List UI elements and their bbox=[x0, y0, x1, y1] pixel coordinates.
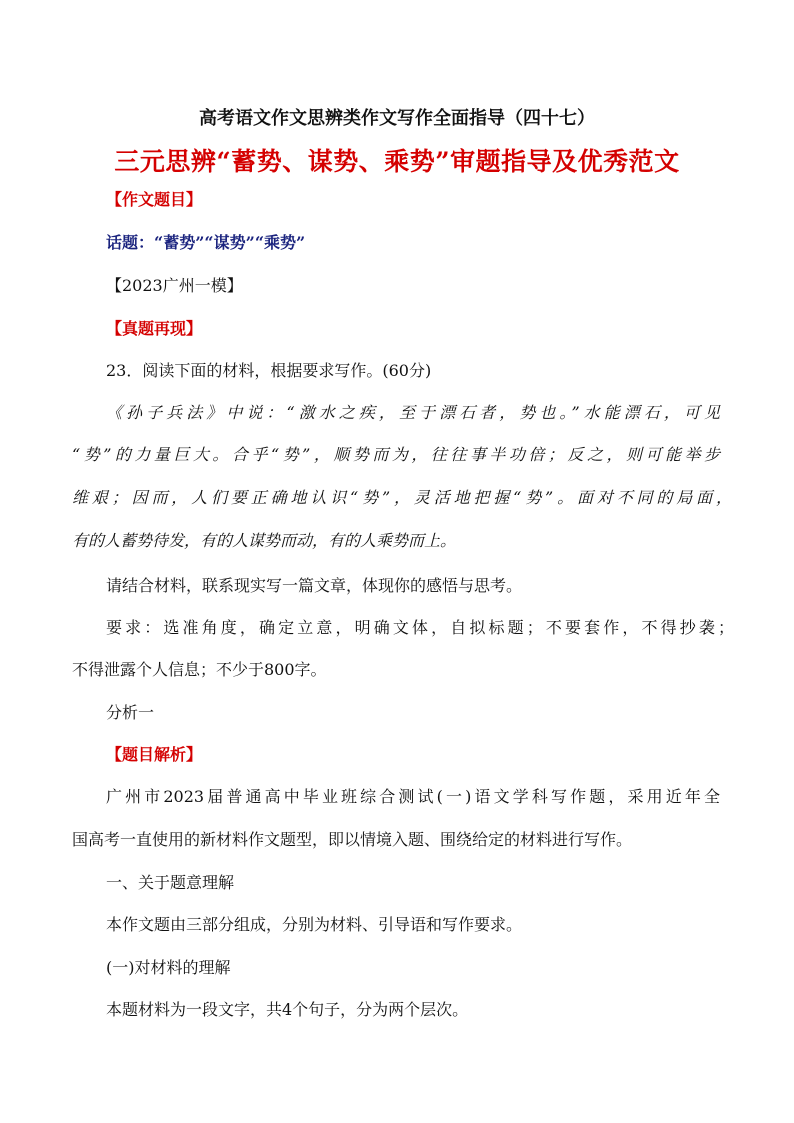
sub-one-heading: (一)对材料的理解 bbox=[106, 958, 231, 977]
analysis-heading: 【题目解析】 bbox=[106, 745, 203, 764]
question-intro: 23．阅读下面的材料，根据要求写作。(60分) bbox=[106, 361, 432, 380]
topic-line: 话题：“蓄势”“谋势”“乘势” bbox=[106, 233, 306, 252]
material-line-4: 有的人蓄势待发，有的人谋势而动，有的人乘势而上。 bbox=[72, 531, 457, 550]
analysis-label: 分析一 bbox=[106, 703, 155, 722]
analysis-para-line-2: 国高考一直使用的新材料作文题型，即以情境入题、围绕给定的材料进行写作。 bbox=[72, 830, 633, 849]
sub-one-text: 本题材料为一段文字，共4个句子，分为两个层次。 bbox=[106, 1000, 469, 1019]
analysis-para-line-1: 广州市2023届普通高中毕业班综合测试(一)语文学科写作题，采用近年全 bbox=[106, 787, 720, 806]
requirements-line-1: 要求：选准角度，确定立意，明确文体，自拟标题；不要套作，不得抄袭； bbox=[106, 618, 734, 637]
material-line-3: 维艰；因而，人们要正确地认识“势”，灵活地把握“势”。面对不同的局面， bbox=[72, 488, 732, 507]
part-one-heading: 一、关于题意理解 bbox=[106, 873, 235, 892]
part-one-text: 本作文题由三部分组成，分别为材料、引导语和写作要求。 bbox=[106, 915, 523, 934]
document-subtitle: 三元思辨“蓄势、谋势、乘势”审题指导及优秀范文 bbox=[114, 147, 680, 176]
real-question-heading: 【真题再现】 bbox=[106, 319, 203, 338]
prompt-heading: 【作文题目】 bbox=[106, 190, 203, 209]
material-line-2: “势”的力量巨大。合乎“势”，顺势而为，往往事半功倍；反之，则可能举步 bbox=[72, 445, 720, 464]
instruction-line: 请结合材料，联系现实写一篇文章，体现你的感悟与思考。 bbox=[106, 576, 523, 595]
document-title: 高考语文作文思辨类作文写作全面指导（四十七） bbox=[199, 108, 595, 129]
source-line: 【2023广州一模】 bbox=[106, 276, 243, 295]
requirements-line-2: 不得泄露个人信息；不少于800字。 bbox=[72, 660, 327, 679]
material-line-1: 《孙子兵法》中说：“激水之疾，至于漂石者，势也。”水能漂石，可见 bbox=[106, 403, 720, 422]
